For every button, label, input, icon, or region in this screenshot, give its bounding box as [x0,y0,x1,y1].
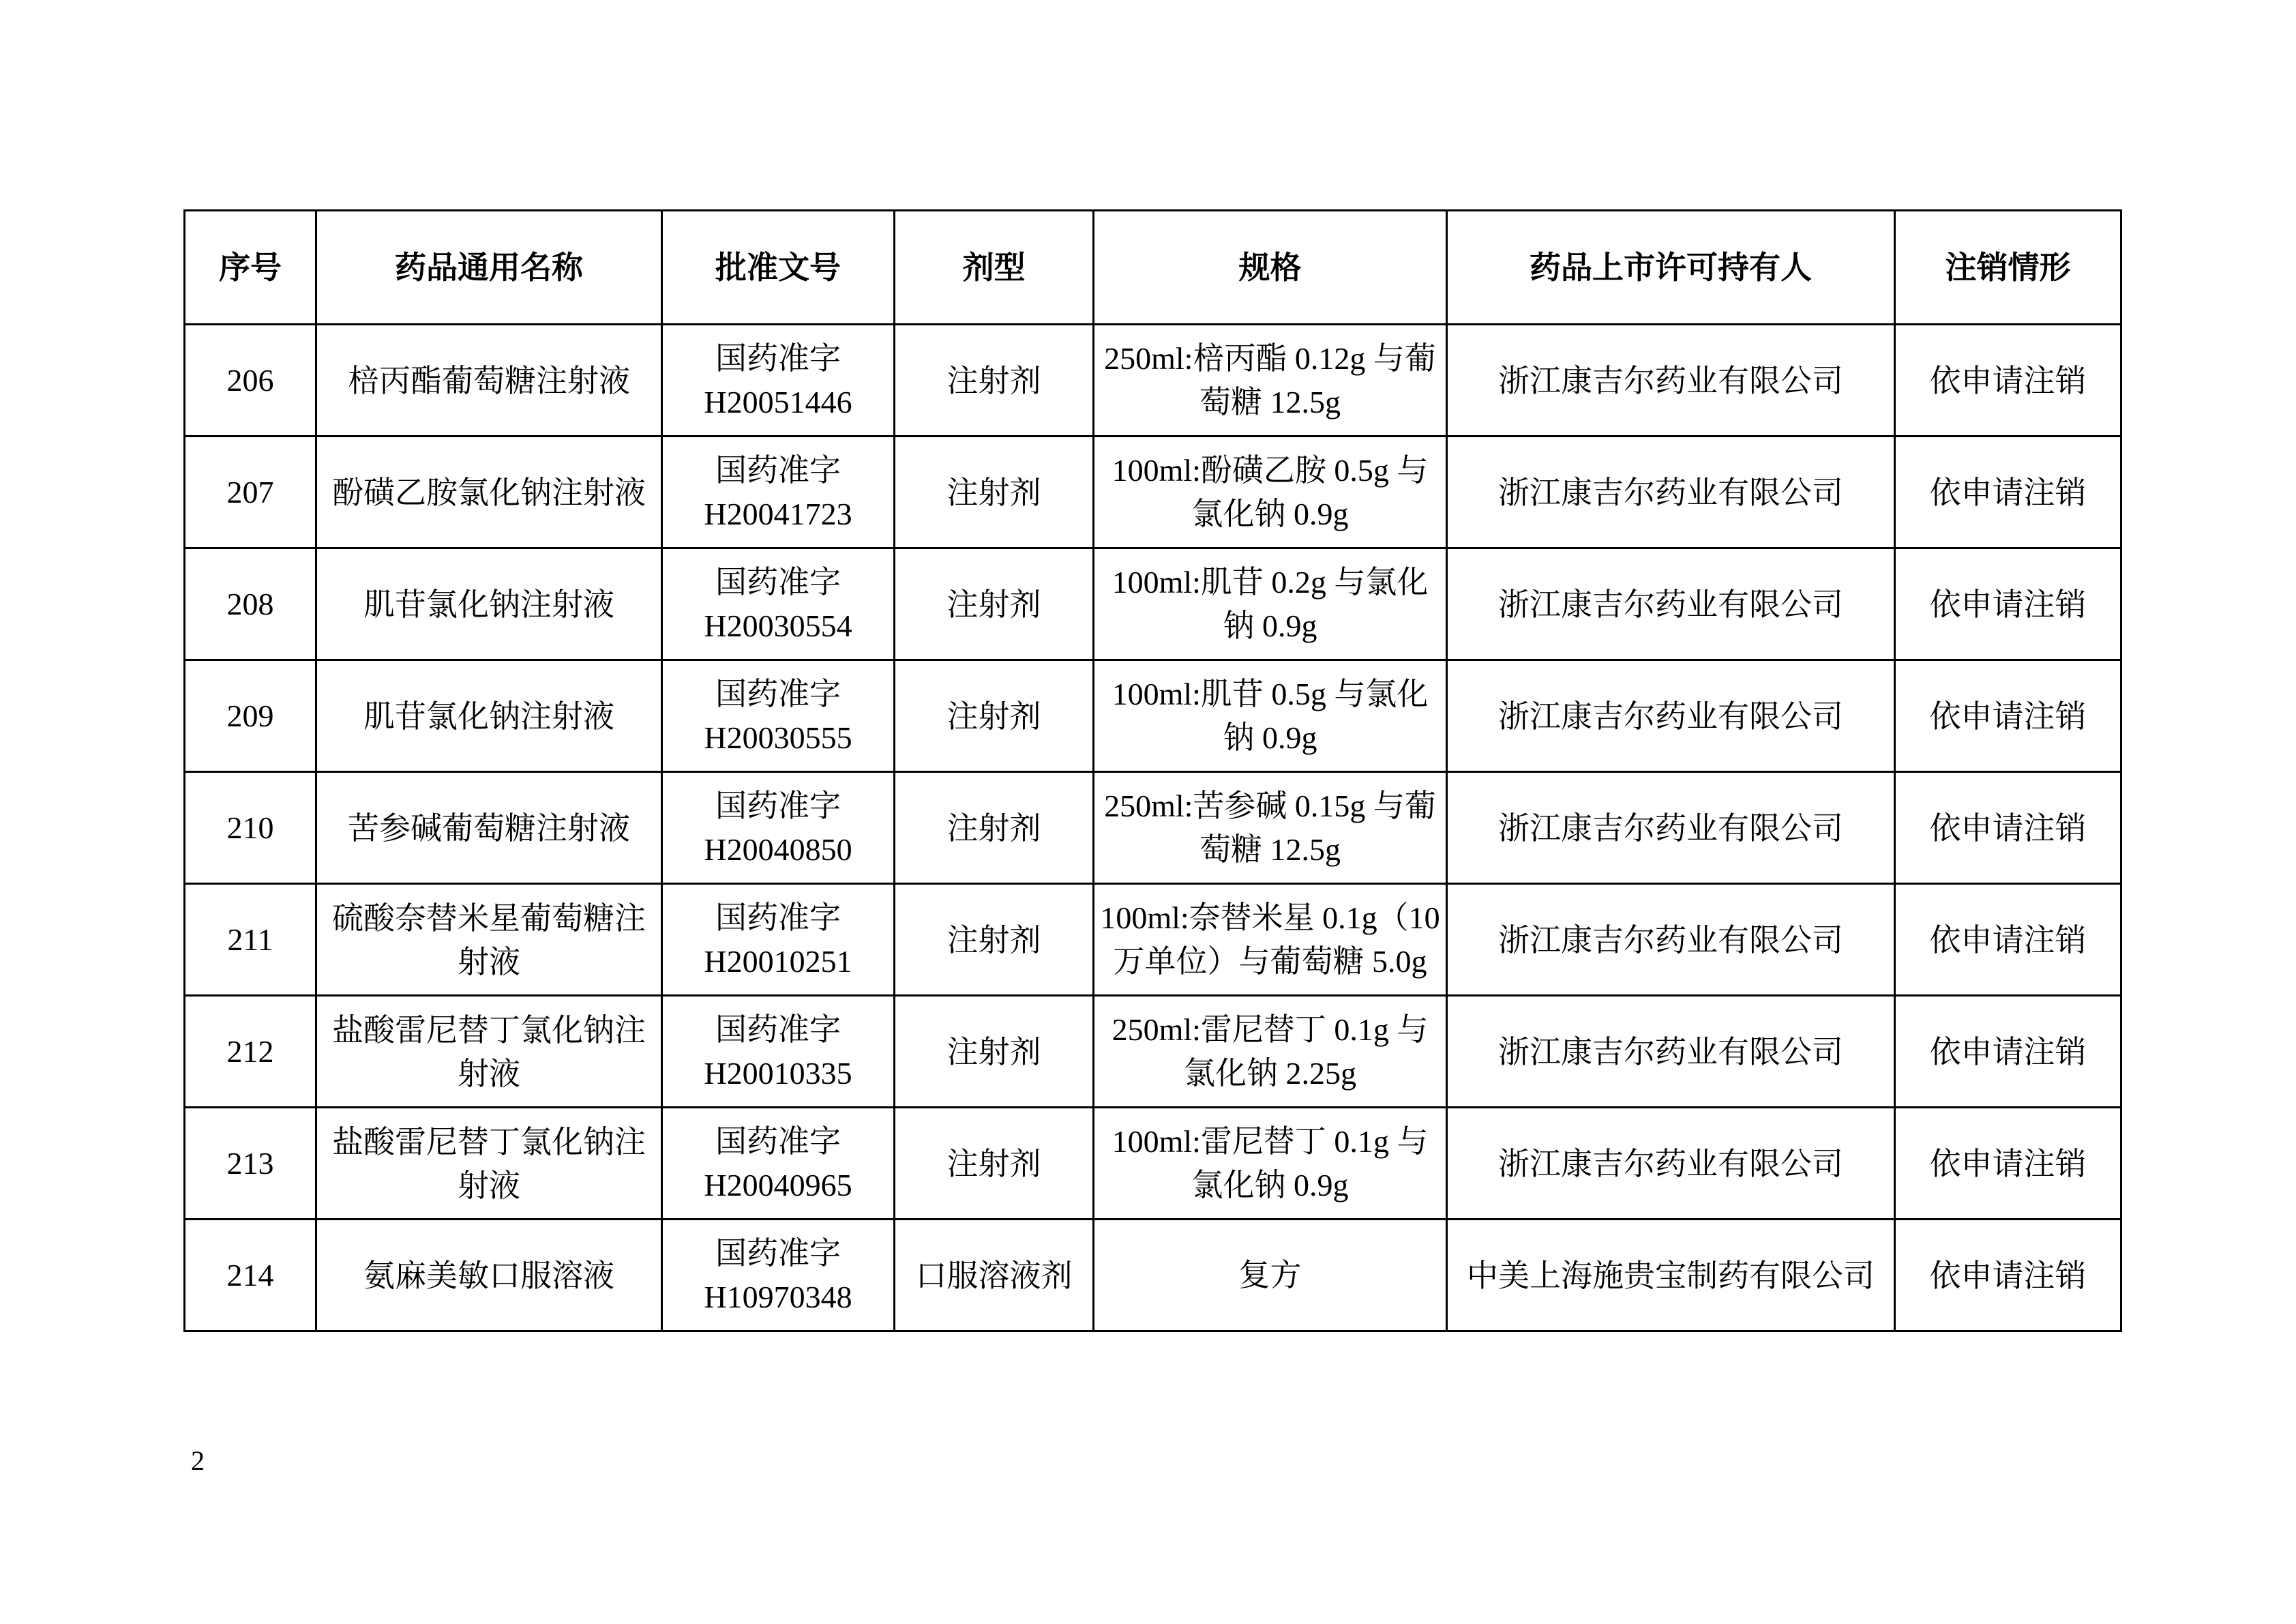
cell-drug-name: 肌苷氯化钠注射液 [316,660,662,772]
cell-cancellation-status: 依申请注销 [1895,548,2121,660]
header-license-holder: 药品上市许可持有人 [1447,211,1895,325]
cell-dosage-form: 注射剂 [895,660,1094,772]
cell-approval-number-line: 国药准字 [715,452,841,488]
table-row [185,1220,2121,1331]
cell-approval-number-line: H20030554 [704,608,852,643]
cell-approval-number-line: H20030555 [704,720,852,755]
cell-license-holder: 浙江康吉尔药业有限公司 [1447,996,1895,1108]
cell-specification-line: 氯化钠 0.9g [1191,1167,1349,1202]
cell-specification-line: 氯化钠 2.25g [1184,1055,1356,1091]
cell-specification: 复方 [1094,1220,1447,1331]
cell-specification-line: 钠 0.9g [1223,720,1317,755]
cell-specification-line: 250ml:棓丙酯 0.12g 与葡 [1104,340,1436,376]
cell-specification-line: 萄糖 12.5g [1199,384,1341,419]
cell-approval-number [662,772,895,884]
cell-approval-number [662,660,895,772]
cell-dosage-form: 注射剂 [895,548,1094,660]
cell-drug-name-line: 射液 [458,1054,520,1092]
cell-license-holder: 浙江康吉尔药业有限公司 [1447,548,1895,660]
cell-license-holder: 浙江康吉尔药业有限公司 [1447,1108,1895,1220]
cell-drug-name: 棓丙酯葡萄糖注射液 [316,325,662,437]
cell-serial-no: 211 [185,884,316,996]
table-row [185,437,2121,548]
header-cancellation-status: 注销情形 [1895,211,2121,325]
cell-cancellation-status: 依申请注销 [1895,884,2121,996]
cell-approval-number-line: H20040965 [704,1167,852,1202]
cell-serial-no: 212 [185,996,316,1108]
cell-cancellation-status: 依申请注销 [1895,1220,2121,1331]
cell-approval-number-line: 国药准字 [715,564,841,600]
cell-cancellation-status: 依申请注销 [1895,325,2121,437]
cell-approval-number-line: 国药准字 [715,788,841,823]
cell-specification [1094,772,1447,884]
cell-approval-number-line: 国药准字 [715,340,841,376]
cell-approval-number-line: H20010335 [704,1055,852,1091]
cell-serial-no: 210 [185,772,316,884]
cell-serial-no: 206 [185,325,316,437]
cell-license-holder: 浙江康吉尔药业有限公司 [1447,772,1895,884]
cell-approval-number [662,1220,895,1331]
cell-drug-name-line: 盐酸雷尼替丁氯化钠注 [332,1123,646,1160]
cell-specification-line: 250ml:雷尼替丁 0.1g 与 [1112,1012,1429,1047]
cell-approval-number [662,1108,895,1220]
cell-drug-name: 苦参碱葡萄糖注射液 [316,772,662,884]
cell-dosage-form: 注射剂 [895,884,1094,996]
cell-drug-name-line: 射液 [458,943,520,980]
cell-specification-line: 万单位）与葡萄糖 5.0g [1113,943,1427,979]
header-specification: 规格 [1094,211,1447,325]
page-number: 2 [191,1445,205,1476]
cell-approval-number-line: 国药准字 [715,1123,841,1159]
cell-dosage-form: 注射剂 [895,996,1094,1108]
cell-approval-number [662,996,895,1108]
drug-cancellation-table [183,209,2122,1332]
cell-license-holder: 浙江康吉尔药业有限公司 [1447,884,1895,996]
table-body [185,325,2121,1331]
cell-approval-number-line: H20040850 [704,831,852,867]
cell-approval-number-line: H20010251 [704,943,852,979]
cell-serial-no: 213 [185,1108,316,1220]
cell-specification [1094,325,1447,437]
cell-license-holder: 中美上海施贵宝制药有限公司 [1447,1220,1895,1331]
cell-approval-number-line: 国药准字 [715,1235,841,1271]
cell-cancellation-status: 依申请注销 [1895,437,2121,548]
cell-specification-line: 100ml:奈替米星 0.1g（10 [1100,900,1440,935]
table-row [185,1108,2121,1220]
cell-approval-number [662,884,895,996]
cell-approval-number-line: H20051446 [704,384,852,419]
cell-approval-number [662,325,895,437]
cell-drug-name-line: 射液 [458,1166,520,1204]
cell-drug-name: 肌苷氯化钠注射液 [316,548,662,660]
cell-specification-line: 100ml:肌苷 0.5g 与氯化 [1112,676,1429,711]
cell-drug-name [316,1108,662,1220]
cell-serial-no: 214 [185,1220,316,1331]
header-drug-name: 药品通用名称 [316,211,662,325]
header-dosage-form: 剂型 [895,211,1094,325]
cell-approval-number [662,548,895,660]
cell-approval-number-line: 国药准字 [715,1012,841,1047]
header-serial-no: 序号 [185,211,316,325]
cell-specification [1094,437,1447,548]
table-row [185,772,2121,884]
cell-specification-line: 100ml:肌苷 0.2g 与氯化 [1112,564,1429,600]
table-header-row [185,211,2121,325]
cell-serial-no: 208 [185,548,316,660]
cell-cancellation-status: 依申请注销 [1895,1108,2121,1220]
cell-approval-number-line: 国药准字 [715,900,841,935]
cell-drug-name-line: 盐酸雷尼替丁氯化钠注 [332,1011,646,1048]
cell-dosage-form: 注射剂 [895,1108,1094,1220]
table-row [185,660,2121,772]
cell-drug-name: 酚磺乙胺氯化钠注射液 [316,437,662,548]
cell-drug-name-line: 硫酸奈替米星葡萄糖注 [332,899,646,936]
cell-specification [1094,996,1447,1108]
header-approval-number: 批准文号 [662,211,895,325]
cell-dosage-form: 注射剂 [895,437,1094,548]
table-row [185,884,2121,996]
cell-serial-no: 207 [185,437,316,548]
cell-license-holder: 浙江康吉尔药业有限公司 [1447,437,1895,548]
table-row [185,548,2121,660]
cell-specification [1094,884,1447,996]
cell-serial-no: 209 [185,660,316,772]
cell-drug-name [316,996,662,1108]
cell-cancellation-status: 依申请注销 [1895,660,2121,772]
cell-specification [1094,548,1447,660]
cell-cancellation-status: 依申请注销 [1895,996,2121,1108]
table-row [185,996,2121,1108]
cell-cancellation-status: 依申请注销 [1895,772,2121,884]
cell-specification-line: 100ml:酚磺乙胺 0.5g 与 [1112,452,1429,488]
cell-approval-number-line: H10970348 [704,1279,852,1314]
cell-specification-line: 钠 0.9g [1223,608,1317,643]
cell-license-holder: 浙江康吉尔药业有限公司 [1447,325,1895,437]
cell-specification [1094,1108,1447,1220]
cell-drug-name: 氨麻美敏口服溶液 [316,1220,662,1331]
cell-approval-number-line: 国药准字 [715,676,841,711]
cell-specification [1094,660,1447,772]
table-row [185,325,2121,437]
cell-dosage-form: 口服溶液剂 [895,1220,1094,1331]
cell-approval-number-line: H20041723 [704,496,852,531]
cell-specification-line: 250ml:苦参碱 0.15g 与葡 [1104,788,1436,823]
cell-approval-number [662,437,895,548]
cell-dosage-form: 注射剂 [895,325,1094,437]
cell-specification-line: 100ml:雷尼替丁 0.1g 与 [1112,1123,1429,1159]
cell-drug-name [316,884,662,996]
cell-dosage-form: 注射剂 [895,772,1094,884]
cell-specification-line: 萄糖 12.5g [1199,831,1341,867]
cell-license-holder: 浙江康吉尔药业有限公司 [1447,660,1895,772]
cell-specification-line: 氯化钠 0.9g [1191,496,1349,531]
